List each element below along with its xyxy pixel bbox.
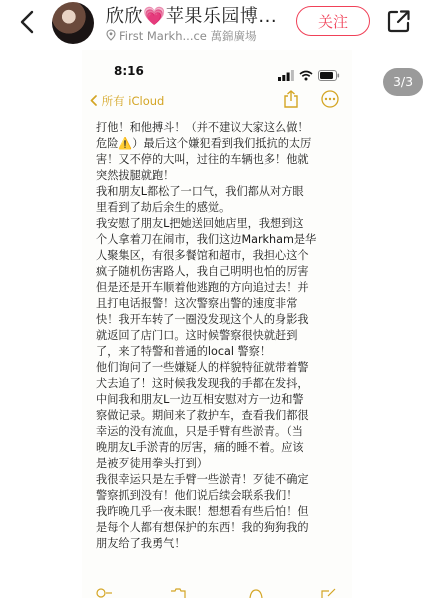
markup-icon [248,588,264,598]
follow-button[interactable]: 关注 [296,6,370,36]
phone-time: 8:16 [114,64,144,78]
more-icon[interactable] [321,90,339,108]
signal-icon [278,70,294,81]
share-icon[interactable] [386,8,412,34]
heart-icon: 💗 [143,6,166,27]
notes-back-label: 所有 iCloud [101,94,165,108]
note-line: 且打电话报警！这次警察出警的速度非常 [96,297,298,310]
camera-icon [170,588,186,598]
checklist-icon [96,588,112,598]
wifi-icon [299,70,313,81]
notes-nav-bar [82,92,352,114]
note-line: 害！又不停的大叫，过往的车辆也多！他就 [96,153,309,166]
battery-icon [318,70,340,81]
image-counter: 3/3 [383,68,423,96]
note-line: 我安慰了朋友L把她送回她店里，我想到这 [96,217,304,230]
location-text: First Markh...ce 萬錦廣場 [119,29,257,43]
top-bar [0,0,433,50]
author-title[interactable] [106,2,277,28]
back-arrow-icon[interactable] [14,8,42,36]
compose-icon [320,588,336,598]
note-line: 犬去追了！这时候我发现我的手都在发抖， [96,377,309,390]
note-line: 我昨晚几乎一夜未眠！想想看有些后怕！但 [96,505,309,518]
note-line: 人聚集区，有很多餐馆和超市，我担心这个 [96,249,309,262]
chevron-left-icon [90,95,98,106]
note-line: 突然拔腿就跑！ [96,169,175,182]
status-icons [278,66,340,85]
note-line: 就返回了店门口。这时候警察很快就赶到 [96,329,298,342]
note-line: 危险⚠️）最后这个嫌犯看到我们抵抗的太厉 [96,137,312,150]
location-pin-icon [106,29,116,41]
note-line: 但是还是开车顺着他逃跑的方向追过去！并 [96,281,309,294]
note-line: 幸运的没有流血，只是手臂有些淤青。（当 [96,425,303,438]
note-line: 察做记录。期间来了救护车，查看我们都很 [96,409,309,422]
phone-status-bar [82,62,352,82]
title-prefix: 欣欣 [106,6,143,27]
note-line: 中间我和朋友L一边互相安慰对方一边和警 [96,393,304,406]
note-line: 警察抓到没有！他们说后续会联系我们！ [96,489,298,502]
note-line: 里看到了劫后余生的感觉。 [96,201,231,214]
notes-toolbar [82,582,352,598]
note-line: 打他！和他搏斗！（并不建议大家这么做！ [96,121,309,134]
location-label[interactable] [106,28,257,44]
note-line: 疯子随机伤害路人，我自己明明也怕的厉害 [96,265,309,278]
title-suffix: 苹果乐园博... [165,6,278,27]
post-image[interactable] [82,50,352,598]
note-line: 晚朋友L手淤青的厉害，痛的睡不着。应该 [96,441,304,454]
note-line: 是被歹徒用拳头打到） [96,457,208,470]
note-line: 快！我开车转了一圈没发现这个人的身影我 [96,313,309,326]
avatar[interactable] [52,2,94,44]
note-line: 他们询问了一些嫌疑人的样貌特征就带着警 [96,361,309,374]
note-line: 个人拿着刀在闹市，我们这边Markham是华 [96,233,317,246]
note-line: 我很幸运只是左手臂一些淤青！歹徒不确定 [96,473,309,486]
note-line: 了，来了特警和普通的local 警察！ [96,345,272,358]
note-line: 是每个人都有想保护的东西！我的狗狗我的 [96,521,309,534]
note-line: 我和朋友L都松了一口气，我们都从对方眼 [96,185,304,198]
note-line: 朋友给了我勇气！ [96,537,186,550]
notes-back-button[interactable] [90,93,164,109]
note-body [96,120,340,552]
share-up-icon[interactable] [283,90,299,108]
